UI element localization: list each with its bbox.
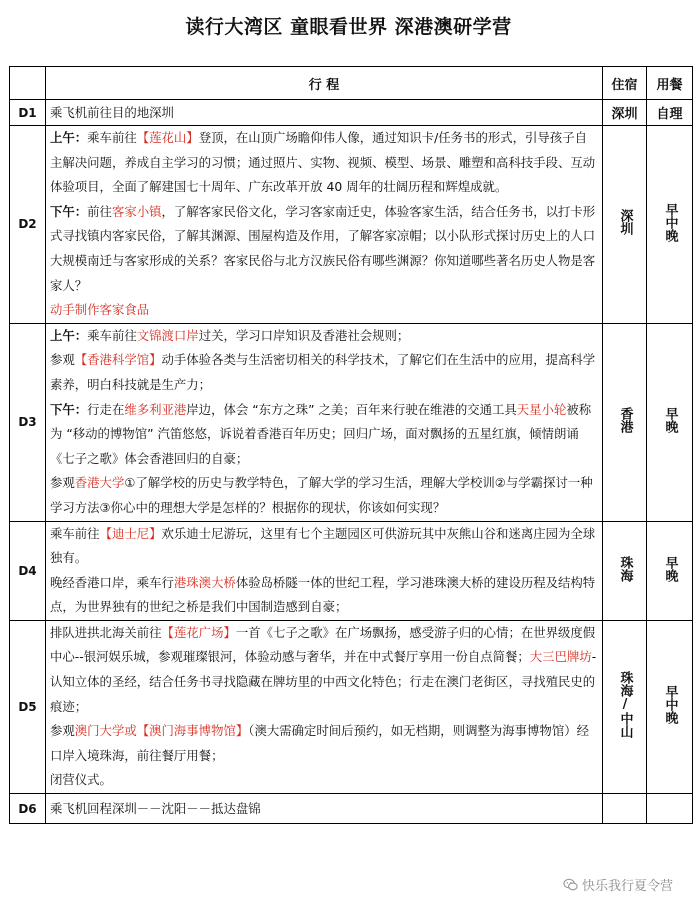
itinerary-text: [46, 620, 603, 793]
itinerary-text: [46, 323, 603, 521]
text-segment: （澳大需确定时间后预约，如无档期，则调整为海事博物馆）经口岸入境珠海，前往餐厅用餐；: [50, 723, 589, 763]
highlight-place: 【迪士尼】: [99, 525, 162, 541]
stay-cell: [603, 521, 647, 620]
meal-cell: [647, 794, 693, 824]
text-segment: 体验岛桥隧一体的世纪工程，学习港珠澳大桥的建设历程及结构特点，为世界独有的世纪之桥是我们中国制造感到自豪；: [50, 574, 596, 615]
highlight-place: 大三巴牌坊: [529, 649, 592, 665]
table-row-d2: [10, 126, 693, 324]
header-meal: 用餐: [647, 67, 693, 100]
itinerary-text: 乘飞机回程深圳－－沈阳－－抵达盘锦: [46, 794, 603, 824]
itinerary-text: [46, 126, 603, 324]
highlight-place: 【莲花山】: [136, 130, 199, 145]
text-segment: 前往: [87, 203, 112, 219]
text-segment: 排队进拱北海关前往: [50, 624, 162, 640]
text-segment: 岸边，体会 “东方之珠” 之美；百年来行驶在维港的交通工具: [186, 401, 517, 417]
meal-cell: [647, 620, 693, 793]
header-stay: 住宿: [603, 67, 647, 100]
meal-text: 早中晚: [662, 202, 678, 242]
morning-label: 上午：: [50, 327, 88, 343]
stay-cell: [603, 126, 647, 324]
text-segment: 参观: [50, 723, 75, 739]
meal-text: 早中晚: [662, 685, 678, 725]
text-segment: 登顶，在山顶广场瞻仰伟人像，通过知识卡/任务书的形式，引导孩子自主解决问题，养成自主学习的习惯；通过照片、实物、视频、模型、场景、雕塑和高科技手段、互动体验项目，全面了解建国七十周年、广东改革开放 40 周年的壮阔历程和辉煌成就。: [50, 130, 596, 195]
text-segment: 一首《七子之歌》在广场飘扬，感受游子归的心情；在世界级度假中心--银河娱乐城，参观璀璨银河，体验动感与奢华，并在中式餐厅享用一份自点简餐；: [50, 624, 596, 665]
morning-label: 上午：: [50, 130, 88, 145]
text-segment: 乘车前往: [87, 130, 137, 145]
watermark: [561, 875, 675, 894]
day-label: D4: [10, 521, 46, 620]
highlight-place: 【香港科学馆】: [74, 352, 162, 368]
meal-cell: [647, 323, 693, 521]
day-label: D5: [10, 620, 46, 793]
stay-text: 珠海/中山: [617, 671, 633, 739]
afternoon-label: 下午：: [50, 203, 88, 219]
text-segment: ，了解客家民俗文化，学习客家南迁史，体验客家生活，结合任务书，以打卡形式寻找镇内客家民俗，了解其渊源、围屋构造及作用，了解客家凉帽；以小队形式探讨历史上的人口大规模南迁与客家形成的关系？客家民俗与北方汉族民俗有哪些渊源？你知道哪些著名历史人物是客家人？: [50, 203, 596, 293]
table-row-d1: [10, 100, 693, 126]
stay-text: 香港: [617, 407, 633, 434]
highlight-activity: 动手制作客家食品: [50, 302, 150, 318]
highlight-place: 维多利亚港: [124, 401, 187, 417]
highlight-place: 天星小轮: [516, 401, 567, 417]
meal-text: 早晚: [662, 555, 678, 582]
itinerary-text: [46, 521, 603, 620]
table-row-d6: [10, 794, 693, 824]
text-segment: 参观: [50, 475, 75, 491]
day-label: D6: [10, 794, 46, 824]
day-label: D1: [10, 100, 46, 126]
table-row-d5: [10, 620, 693, 793]
meal-cell: [647, 521, 693, 620]
stay-text: 深圳: [617, 209, 633, 236]
meal-cell: [647, 126, 693, 324]
afternoon-label: 下午：: [50, 401, 88, 417]
table-row-d4: [10, 521, 693, 620]
watermark-text: 快乐我行夏令营: [581, 879, 673, 894]
table-header-row: [10, 67, 693, 100]
stay-cell: 深圳: [603, 100, 647, 126]
meal-cell: 自理: [647, 100, 693, 126]
day-label: D3: [10, 323, 46, 521]
text-segment: 乘车前往: [87, 327, 137, 343]
meal-text: 早晚: [662, 407, 678, 434]
stay-cell: [603, 620, 647, 793]
text-segment: 动手体验各类与生活密切相关的科学技术，了解它们在生活中的应用，提高科学素养，明白科技就是生产力；: [50, 352, 596, 392]
highlight-place: 【莲花广场】: [161, 624, 236, 640]
text-segment: 被称为 “移动的博物馆” 汽笛悠悠，诉说着香港百年历史；回归广场，面对飘扬的五星红旗，倾情朗诵《七子之歌》体会香港回归的自豪；: [50, 401, 592, 466]
text-segment: 晚经香港口岸，乘车行: [50, 574, 174, 590]
day-label: D2: [10, 126, 46, 324]
itinerary-table: [9, 66, 693, 824]
stay-text: 珠海: [617, 555, 633, 582]
text-segment: 闭营仪式。: [50, 772, 112, 788]
highlight-place: 澳门大学或【澳门海事博物馆】: [74, 723, 249, 739]
wechat-icon: [563, 877, 578, 892]
text-segment: 行走在: [87, 401, 125, 417]
header-day: [10, 67, 46, 100]
text-segment: 乘车前往: [50, 525, 100, 541]
text-segment: 参观: [50, 352, 75, 368]
highlight-place: 港珠澳大桥: [173, 574, 236, 590]
table-row-d3: [10, 323, 693, 521]
stay-cell: [603, 323, 647, 521]
text-segment: -认知立体的圣经，结合任务书寻找隐藏在牌坊里的中西文化特色；行走在澳门老街区，寻找殖民史的痕迹；: [50, 649, 597, 714]
text-segment: 欢乐迪士尼游玩，这里有七个主题园区可供游玩其中灰熊山谷和迷离庄园为全球独有。: [50, 525, 596, 566]
text-segment: 过关，学习口岸知识及香港社会规则；: [198, 327, 410, 343]
highlight-place: 文锦渡口岸: [136, 327, 199, 343]
highlight-place: 香港大学: [74, 475, 125, 491]
highlight-place: 客家小镇: [111, 203, 162, 219]
text-segment: ①了解学校的历史与教学特色，了解大学的学习生活，理解大学校训②与学霸探讨一种学习方法③你心中的理想大学是怎样的？根据你的现状，你该如何实现？: [50, 475, 593, 515]
page-title: 读行大湾区 童眼看世界 深港澳研学营: [185, 16, 512, 38]
itinerary-text: 乘飞机前往目的地深圳: [46, 100, 603, 126]
stay-cell: [603, 794, 647, 824]
header-itinerary: 行 程: [46, 67, 603, 100]
